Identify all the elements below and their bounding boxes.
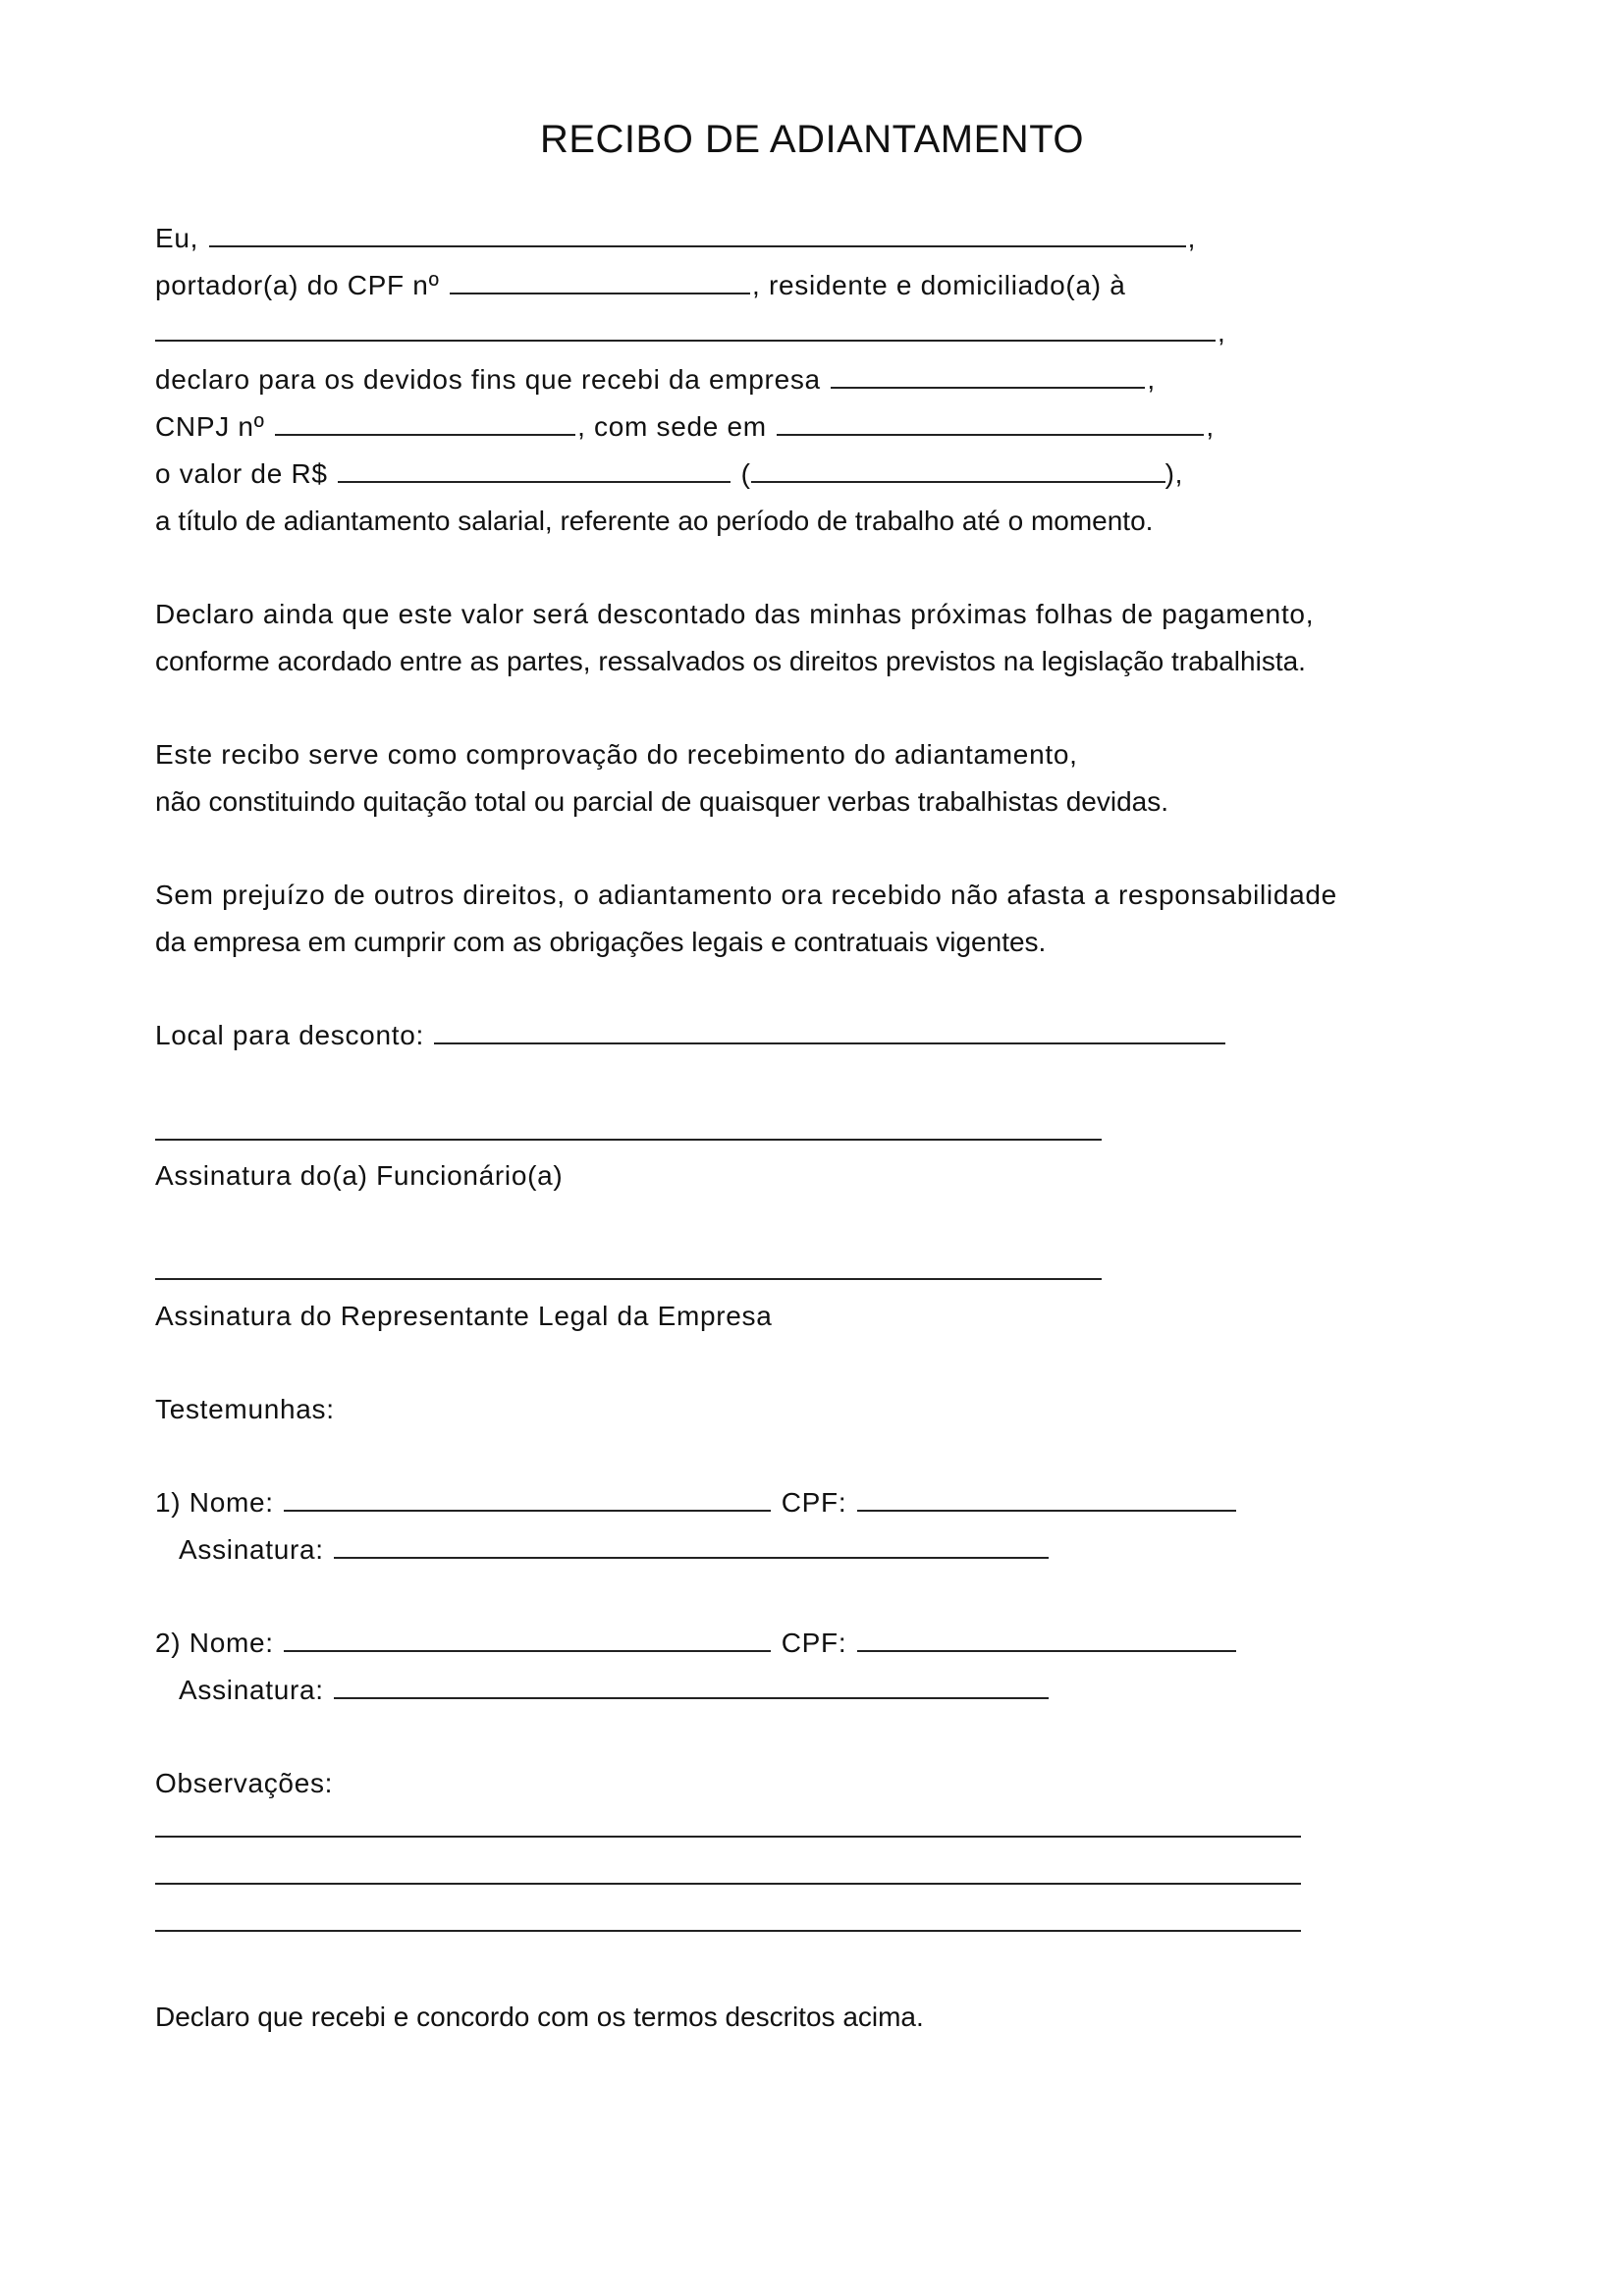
- local-blank[interactable]: [434, 1021, 1225, 1044]
- company-signature-label: Assinatura do Representante Legal da Empresa: [155, 1301, 773, 1331]
- empresa-blank[interactable]: [831, 365, 1145, 389]
- final-statement: Declaro que recebi e concordo com os termos descritos acima.: [155, 2002, 924, 2032]
- line-eu: [155, 222, 1196, 255]
- witness-2-sign-row: [179, 1674, 1051, 1707]
- paragraph-1-line-1: Declaro ainda que este valor será descontado das minhas próximas folhas de pagamento,: [155, 599, 1315, 629]
- comma-text: ,: [1206, 411, 1215, 442]
- address-blank[interactable]: [155, 318, 1216, 342]
- cpf-label: portador(a) do CPF nº: [155, 270, 440, 300]
- paren-close: ),: [1164, 458, 1184, 489]
- employee-signature-line[interactable]: [155, 1139, 1102, 1141]
- eu-label: Eu,: [155, 223, 199, 253]
- local-label: Local para desconto:: [155, 1020, 424, 1050]
- line-cpf: [155, 269, 1126, 302]
- cnpj-label: CNPJ nº: [155, 411, 265, 442]
- cpf-blank[interactable]: [450, 271, 750, 294]
- valor-extenso-blank[interactable]: [751, 459, 1165, 483]
- witness-2-cpf-blank[interactable]: [857, 1629, 1236, 1652]
- titulo-line: a título de adiantamento salarial, referente ao período de trabalho até o momento.: [155, 506, 1154, 536]
- paragraph-3-line-1: Sem prejuízo de outros direitos, o adiantamento ora recebido não afasta a responsabilidade: [155, 880, 1337, 910]
- employee-signature-label: Assinatura do(a) Funcionário(a): [155, 1160, 564, 1191]
- witness-1-assinatura-label: Assinatura:: [179, 1534, 324, 1565]
- witness-2-nome-blank[interactable]: [284, 1629, 771, 1652]
- observacoes-label: Observações:: [155, 1768, 334, 1798]
- witness-1-sign-row: [179, 1533, 1051, 1567]
- witness-2-cpf-label: CPF:: [781, 1628, 847, 1658]
- paragraph-3-line-2: da empresa em cumprir com as obrigações legais e contratuais vigentes.: [155, 927, 1047, 957]
- valor-blank[interactable]: [338, 459, 731, 483]
- paragraph-2-line-1: Este recibo serve como comprovação do recebimento do adiantamento,: [155, 739, 1078, 770]
- name-blank[interactable]: [209, 224, 1186, 247]
- witness-1-assinatura-blank[interactable]: [334, 1535, 1049, 1559]
- document-title: RECIBO DE ADIANTAMENTO: [539, 118, 1085, 161]
- paren-open: (: [740, 458, 751, 489]
- witness-2-nome-label: 2) Nome:: [155, 1628, 274, 1658]
- empresa-label: declaro para os devidos fins que recebi da empresa: [155, 364, 821, 395]
- witness-1-cpf-label: CPF:: [781, 1487, 847, 1518]
- sede-label: , com sede em: [577, 411, 767, 442]
- valor-label: o valor de R$: [155, 458, 328, 489]
- line-cnpj: [155, 410, 1215, 444]
- comma-text: ,: [1218, 317, 1226, 347]
- witnesses-label: Testemunhas:: [155, 1394, 335, 1424]
- line-valor: [155, 457, 1183, 491]
- observacoes-line-1[interactable]: [155, 1836, 1301, 1838]
- witness-1-nome-label: 1) Nome:: [155, 1487, 274, 1518]
- witness-1-nome-blank[interactable]: [284, 1488, 771, 1512]
- paragraph-2-line-2: não constituindo quitação total ou parcial de quaisquer verbas trabalhistas devidas.: [155, 786, 1168, 817]
- line-empresa: [155, 363, 1156, 397]
- comma-text: ,: [1147, 364, 1156, 395]
- witness-2-assinatura-label: Assinatura:: [179, 1675, 324, 1705]
- observacoes-line-2[interactable]: [155, 1883, 1301, 1885]
- paragraph-1-line-2: conforme acordado entre as partes, ressalvados os direitos previstos na legislação trabalhista.: [155, 646, 1306, 676]
- residence-label: , residente e domiciliado(a) à: [751, 270, 1126, 300]
- witness-1-cpf-blank[interactable]: [857, 1488, 1236, 1512]
- company-signature-line[interactable]: [155, 1278, 1102, 1280]
- comma-text: ,: [1187, 223, 1197, 253]
- witness-2-assinatura-blank[interactable]: [334, 1676, 1049, 1699]
- line-address: [155, 316, 1225, 349]
- line-local: [155, 1019, 1227, 1052]
- sede-blank[interactable]: [777, 412, 1204, 436]
- observacoes-line-3[interactable]: [155, 1930, 1301, 1932]
- cnpj-blank[interactable]: [275, 412, 575, 436]
- witness-2-row: [155, 1627, 1238, 1660]
- witness-1-row: [155, 1486, 1238, 1520]
